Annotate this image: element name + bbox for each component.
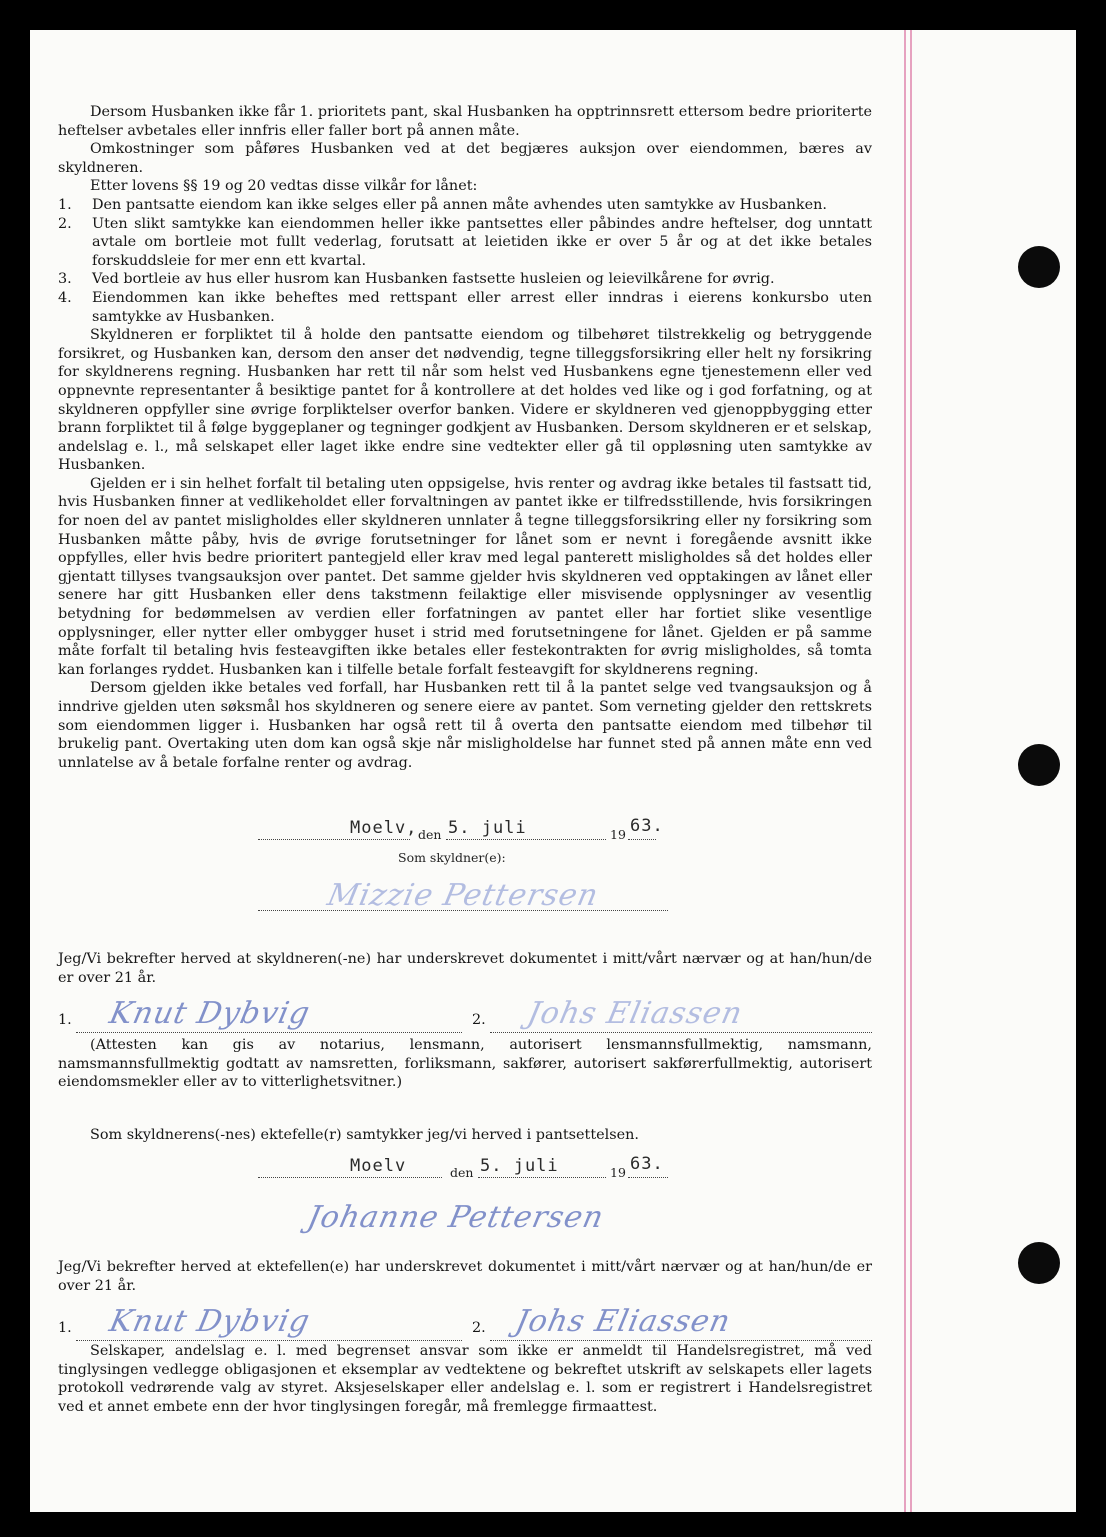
attest-note [58, 1036, 872, 1092]
terms-section [58, 103, 872, 772]
condition-text: Den pantsatte eiendom kan ikke selges eller på annen måte avhendes uten samtykke av Husbanken. [92, 196, 827, 213]
paragraph: Gjelden er i sin helhet forfalt til betaling uten oppsigelse, hvis renter og avdrag ikke betales til fastsatt tid, hvis Husbanken finner at vedlikeholdet eller forvaltningen av pantet ikke er tilfredsstillende, hvis forsikringen for noen del av pantet misligholdes eller skyldneren unnlater å tegne tilleggsforsikring eller ny forsikring som Husbanken måtte påby, hvis de øvrige forutsetninger for lånet som er nevnt i foregående avsnitt ikke oppfylles, eller hvis bedre prioritert pantegjeld eller krav med legal panterett misligholdes så det holdes eller gjentatt tillyses tvangsauksjon over pantet. Det samme gjelder hvis skyldneren ved opptakingen av lånet eller senere har gitt Husbanken eller dens takstmenn feilaktige eller misvisende opplysninger av vesentlig betydning for bedømmelsen av verdien eller forfatningen av pantet eller har fortiet slike vesentlige opplysninger, eller nytter eller ombygger huset i strid med forutsetningene for lånet. Gjelden er på samme måte forfalt til betaling hvis festeavgiften ikke betales eller festekontrakten for øvrig misligholdes, så tomta kan forlanges ryddet. Husbanken kan i tilfelle betale forfalt festeavgift for skyldnerens regning. [58, 475, 872, 678]
witness-number: 2. [472, 1320, 486, 1336]
day-month-text: 5. juli [448, 818, 527, 838]
footer-note [58, 1342, 872, 1416]
den-label: den [450, 1165, 474, 1180]
year-suffix: 63. [630, 816, 664, 836]
paragraph: Jeg/Vi bekrefter herved at ektefellen(e) har underskrevet dokumentet i mitt/vårt nærvær og at han/hun/de er over 21 år. [58, 1259, 872, 1294]
day-month-text: 5. juli [480, 1156, 559, 1176]
condition-number: 3. [58, 271, 72, 288]
margin-line [904, 30, 906, 1512]
paragraph: Dersom gjelden ikke betales ved forfall, har Husbanken rett til å la pantet selge ved tvangsauksjon og å inndrive gjelden uten søksmål hos skyldneren og senere eiere av pantet. Som verneting gjelder den rettskrets som eiendommen ligger i. Husbanken har også rett til å overta den pantsatte eiendom med tilbehør til brukelig pant. Overtaking uten dom kan også skje når misligholdelse har funnet sted på annen måte enn ved unnlatelse av å betale forfalne renter og avdrag. [58, 680, 872, 771]
document-page [30, 30, 1076, 1512]
dotted-line [478, 1177, 606, 1178]
dotted-line [258, 1177, 442, 1178]
year-suffix: 63. [630, 1154, 664, 1174]
condition-number: 1. [58, 196, 72, 213]
witness-signature: Johs Eliassen [524, 996, 746, 1031]
debtor-label: Som skyldner(e): [398, 850, 506, 865]
year-prefix: 19 [610, 1165, 626, 1180]
condition-text: Ved bortleie av hus eller husrom kan Husbanken fastsette husleien og leievilkårene for øvrig. [92, 271, 775, 288]
paragraph: Dersom Husbanken ikke får 1. prioritets pant, skal Husbanken ha opptrinnsrett ettersom bedre prioriterte heftelser avbetales eller innfris eller faller bort på annen måte. [58, 104, 872, 139]
condition-item [58, 196, 872, 215]
spouse-consent [58, 1126, 872, 1145]
debtor-signature: Mizzie Pettersen [324, 878, 602, 913]
witness-signature: Johs Eliassen [512, 1304, 734, 1339]
margin-line [910, 30, 912, 1512]
spouse-signature: Johanne Pettersen [304, 1200, 608, 1235]
punch-hole [1018, 744, 1060, 786]
witness-number: 2. [472, 1012, 486, 1028]
paragraph: Etter lovens §§ 19 og 20 vedtas disse vilkår for lånet: [90, 178, 478, 195]
paragraph: Som skyldnerens(-nes) ektefelle(r) samtykker jeg/vi herved i pantsettelsen. [90, 1127, 639, 1143]
condition-text: Uten slikt samtykke kan eiendommen heller ikke pantsettes eller påbindes andre heftelser, dog unntatt avtale om bortleie mot fullt vederlag, forutsatt at leietiden ikke er over 5 år og at det ikke betales forskuddsleie for mer enn ett kvartal. [92, 215, 872, 269]
place-text: Moelv, [350, 818, 418, 838]
punch-hole [1018, 246, 1060, 288]
paragraph: Omkostninger som påføres Husbanken ved at det begjæres auksjon over eiendommen, bæres av skyldneren. [58, 141, 872, 176]
condition-text: Eiendommen kan ikke beheftes med rettspant eller arrest eller inndras i eierens konkursbo uten samtykke av Husbanken. [92, 289, 872, 325]
witness-number: 1. [58, 1012, 72, 1028]
paragraph: Skyldneren er forpliktet til å holde den pantsatte eiendom og tilbehøret tilstrekkelig og betryggende forsikret, og Husbanken kan, dersom den anser det nødvendig, tegne tilleggsforsikring eller helt ny forsikring for skyldnerens regning. Husbanken har rett til når som helst ved Husbankens egne tjenestemenn eller ved oppnevnte representanter å besiktige pantet for å kontrollere at det holdes ved like og i god forfatning, og at skyldneren oppfyller sine øvrige forpliktelser overfor banken. Videre er skyldneren ved gjenoppbygging etter brann forpliktet til å følge byggeplaner og tegninger godkjent av Husbanken. Dersom skyldneren er et selskap, andelslag e. l., må selskapet eller laget ikke endre sine vedtekter eller gå til oppløsning uten samtykke av Husbanken. [58, 327, 872, 474]
place-text: Moelv [350, 1156, 407, 1176]
paragraph: Jeg/Vi bekrefter herved at skyldneren(-ne) har underskrevet dokumentet i mitt/vårt nærvær og at han/hun/de er over 21 år. [58, 951, 872, 986]
paragraph: (Attesten kan gis av notarius, lensmann, autorisert lensmannsfullmektig, namsmann, namsmannsfullmektig godtatt av namsretten, forliksmann, sakfører, autorisert sakførerfullmektig, autorisert eiendomsmekler eller av to vitterlighetsvitner.) [58, 1037, 872, 1091]
date-line-debtor [258, 812, 668, 846]
den-label: den [418, 827, 442, 842]
dotted-line [628, 1177, 668, 1178]
witness-signature: Knut Dybvig [106, 996, 314, 1031]
dotted-line [628, 839, 656, 840]
date-line-spouse [258, 1150, 668, 1184]
paragraph: Selskaper, andelslag e. l. med begrenset ansvar som ikke er anmeldt til Handelsregistret, må ved tinglysingen vedlegge obligasjonen et eksemplar av vedtektene og bekreftet utskrift av selskapets eller lagets protokoll vedrørende valg av styret. Aksjeselskaper eller andelslag e. l. som er registrert i Handelsregistret ved et annet embete enn der hvor tinglysingen foregår, må fremlegge firmaattest. [58, 1343, 872, 1415]
year-prefix: 19 [610, 827, 626, 842]
condition-item [58, 289, 872, 326]
punch-hole [1018, 1242, 1060, 1284]
confirmation-spouse [58, 1258, 872, 1295]
witness-number: 1. [58, 1320, 72, 1336]
condition-item [58, 270, 872, 289]
conditions-list [58, 196, 872, 326]
confirmation-debtor [58, 950, 872, 987]
dotted-line [258, 839, 410, 840]
dotted-line [446, 839, 606, 840]
witness-signature: Knut Dybvig [106, 1304, 314, 1339]
condition-item [58, 215, 872, 271]
condition-number: 2. [58, 215, 72, 232]
condition-number: 4. [58, 289, 72, 306]
